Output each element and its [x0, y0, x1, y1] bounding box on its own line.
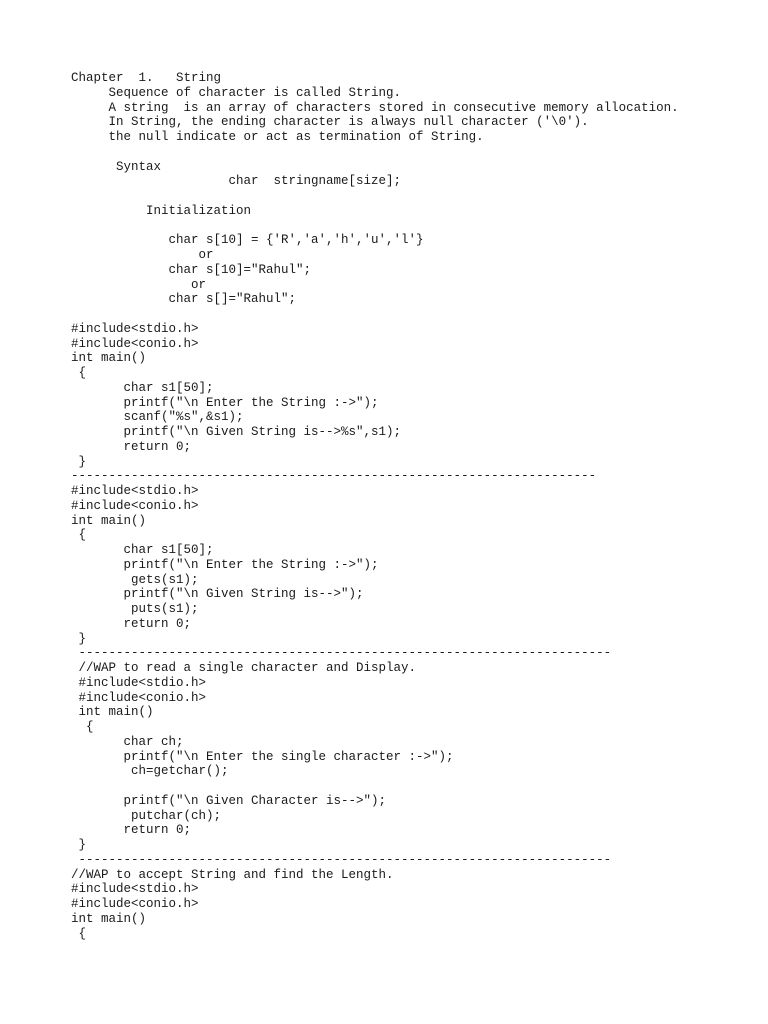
document-line: #include<stdio.h> [71, 882, 199, 897]
document-line: int main() [71, 351, 147, 366]
document-line: printf("\n Given String is-->"); [71, 587, 364, 602]
document-line: #include<conio.h> [71, 690, 207, 705]
document-line: char s1[50]; [71, 380, 214, 395]
document-line [71, 219, 751, 234]
document-line: char s1[50]; [71, 543, 214, 557]
document-line: char ch; [71, 734, 184, 749]
document-line: #include<conio.h> [71, 336, 199, 351]
document-line: ch=getchar(); [71, 764, 229, 779]
document-line: } [71, 631, 87, 646]
document-line: In String, the ending character is always null character ('\0'). [71, 115, 589, 130]
document-line: char s[10] = {'R','a','h','u','l'} [71, 233, 424, 248]
document-line: gets(s1); [71, 572, 199, 587]
document-line: { [71, 366, 87, 380]
document-line: //WAP to accept String and find the Length. [71, 867, 394, 882]
document-line: { [71, 926, 87, 941]
document-line: int main() [71, 705, 154, 720]
document-line: return 0; [71, 616, 192, 631]
document-line: scanf("%s",&s1); [71, 410, 244, 425]
document-line: Chapter 1. String [71, 71, 222, 85]
document-line: or [71, 248, 214, 262]
document-line: int main() [71, 513, 147, 528]
document-line: Syntax [71, 159, 162, 174]
document-line: return 0; [71, 439, 192, 454]
document-line: Initialization [71, 203, 252, 218]
document-line: ----------------------------------------------------------------------- [71, 852, 612, 867]
document-line: #include<conio.h> [71, 897, 199, 911]
document-page [71, 71, 751, 941]
document-line: printf("\n Given String is-->%s",s1); [71, 425, 402, 439]
document-line: //WAP to read a single character and Display. [71, 661, 417, 675]
document-line: #include<stdio.h> [71, 484, 199, 498]
document-line: } [71, 454, 87, 469]
document-line: printf("\n Enter the String :->"); [71, 395, 379, 410]
document-line: printf("\n Given Character is-->"); [71, 793, 387, 808]
document-line: A string is an array of characters stored in consecutive memory allocation. [71, 100, 679, 115]
document-line: or [71, 277, 207, 292]
document-line: the null indicate or act as termination of String. [71, 130, 484, 144]
document-line: putchar(ch); [71, 808, 222, 823]
document-line: puts(s1); [71, 602, 199, 616]
document-line: char s[]="Rahul"; [71, 292, 297, 307]
document-line: #include<stdio.h> [71, 675, 207, 690]
document-line: #include<stdio.h> [71, 321, 199, 336]
document-line: ---------------------------------------------------------------------- [71, 469, 597, 484]
document-line [71, 189, 751, 204]
document-line: char s[10]="Rahul"; [71, 262, 312, 277]
document-line [71, 145, 751, 160]
document-line: return 0; [71, 823, 192, 838]
document-line: ----------------------------------------------------------------------- [71, 646, 612, 661]
document-line: #include<conio.h> [71, 498, 199, 513]
document-line: } [71, 838, 87, 852]
document-line: printf("\n Enter the single character :->"); [71, 749, 454, 764]
document-line [71, 307, 751, 322]
document-line: Sequence of character is called String. [71, 85, 402, 100]
document-line: char stringname[size]; [71, 174, 402, 189]
document-line: printf("\n Enter the String :->"); [71, 557, 379, 572]
document-line: { [71, 528, 87, 543]
document-line [71, 779, 751, 794]
document-line: { [71, 720, 94, 734]
document-line: int main() [71, 911, 147, 926]
